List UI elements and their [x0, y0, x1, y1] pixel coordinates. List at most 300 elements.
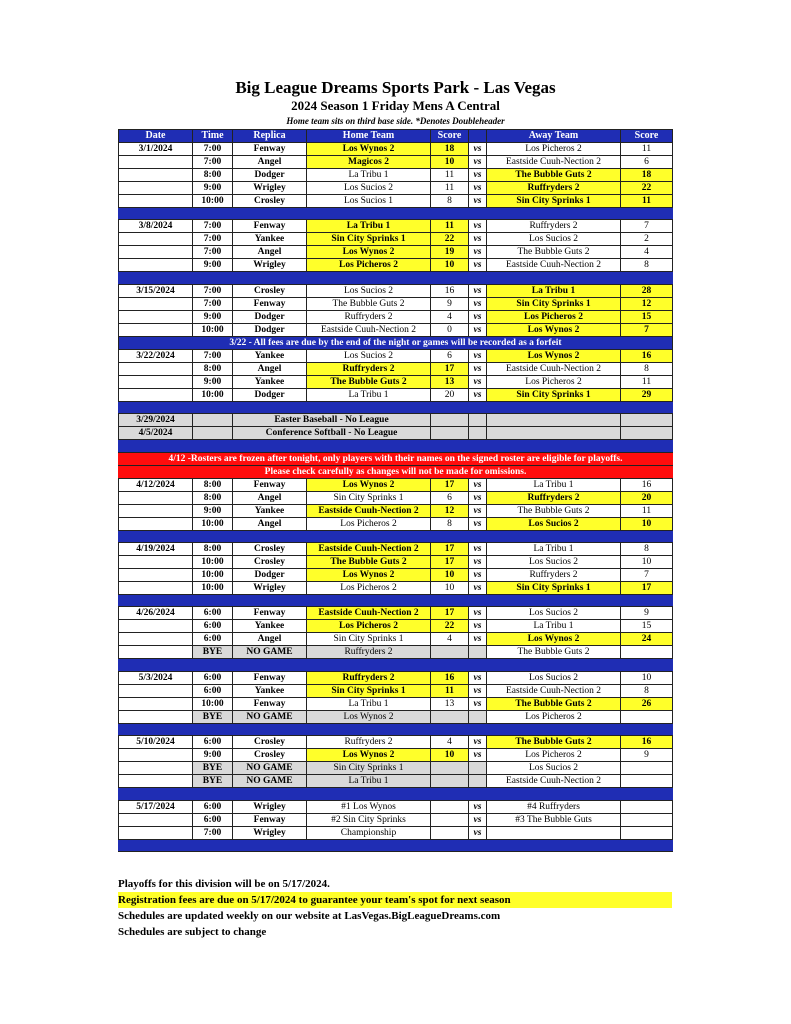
home-score-cell: 4 [431, 310, 469, 323]
home-score-cell: 22 [431, 620, 469, 633]
away-team-cell: Los Picheros 2 [487, 310, 621, 323]
no-league-row [119, 427, 673, 440]
time-cell: 7:00 [193, 349, 233, 362]
game-row [119, 323, 673, 336]
home-team-cell: Los Sucios 2 [307, 349, 431, 362]
date-cell [119, 813, 193, 826]
time-cell: 6:00 [193, 800, 233, 813]
home-team-cell: Los Picheros 2 [307, 582, 431, 595]
away-team-cell [487, 826, 621, 839]
game-row [119, 517, 673, 530]
time-cell: 6:00 [193, 684, 233, 697]
game-row [119, 284, 673, 297]
home-team-cell: The Bubble Guts 2 [307, 297, 431, 310]
home-score-cell [431, 775, 469, 788]
date-cell: 3/29/2024 [119, 414, 193, 427]
home-score-cell [431, 813, 469, 826]
separator-cell [119, 788, 673, 800]
away-score-cell [621, 762, 673, 775]
away-team-cell: Eastside Cuuh-Nection 2 [487, 259, 621, 272]
time-cell: 9:00 [193, 182, 233, 195]
separator-cell [119, 530, 673, 542]
schedule-table [118, 129, 673, 852]
away-team-cell: #3 The Bubble Guts [487, 813, 621, 826]
date-cell: 3/22/2024 [119, 349, 193, 362]
date-cell [119, 633, 193, 646]
vs-cell: vs [469, 582, 487, 595]
away-score-cell: 4 [621, 246, 673, 259]
week-separator-row [119, 530, 673, 542]
away-team-cell: Los Sucios 2 [487, 517, 621, 530]
date-cell: 4/19/2024 [119, 543, 193, 556]
away-team-cell [487, 427, 621, 440]
field-cell: Crosley [233, 736, 307, 749]
home-score-cell: 17 [431, 478, 469, 491]
col-header-home-score: Score [431, 130, 469, 143]
home-score-cell: 20 [431, 388, 469, 401]
game-row [119, 220, 673, 233]
field-cell: Yankee [233, 504, 307, 517]
home-team-cell: La Tribu 1 [307, 697, 431, 710]
time-cell: 7:00 [193, 826, 233, 839]
time-cell: BYE [193, 646, 233, 659]
vs-cell [469, 710, 487, 723]
away-score-cell: 29 [621, 388, 673, 401]
away-score-cell: 24 [621, 633, 673, 646]
game-row [119, 620, 673, 633]
home-team-cell: Los Sucios 1 [307, 195, 431, 208]
vs-cell: vs [469, 633, 487, 646]
away-score-cell: 6 [621, 156, 673, 169]
col-header-time: Time [193, 130, 233, 143]
time-cell: 10:00 [193, 556, 233, 569]
away-score-cell: 26 [621, 697, 673, 710]
away-team-cell: The Bubble Guts 2 [487, 646, 621, 659]
vs-cell: vs [469, 233, 487, 246]
field-cell: Wrigley [233, 259, 307, 272]
home-team-cell: Ruffryders 2 [307, 310, 431, 323]
time-cell: 9:00 [193, 749, 233, 762]
field-cell: Angel [233, 156, 307, 169]
home-score-cell: 0 [431, 323, 469, 336]
away-team-cell: Sin City Sprinks 1 [487, 582, 621, 595]
vs-cell: vs [469, 491, 487, 504]
field-cell: NO GAME [233, 775, 307, 788]
time-cell: 8:00 [193, 543, 233, 556]
home-score-cell: 18 [431, 143, 469, 156]
week-separator-row [119, 440, 673, 452]
time-cell: 10:00 [193, 323, 233, 336]
home-team-cell: Los Picheros 2 [307, 259, 431, 272]
away-score-cell [621, 646, 673, 659]
game-row [119, 697, 673, 710]
game-row [119, 246, 673, 259]
separator-cell [119, 272, 673, 284]
field-cell: Dodger [233, 569, 307, 582]
vs-cell: vs [469, 349, 487, 362]
week-separator-row [119, 272, 673, 284]
home-team-cell: The Bubble Guts 2 [307, 556, 431, 569]
field-cell: Crosley [233, 749, 307, 762]
date-cell [119, 246, 193, 259]
field-cell: Dodger [233, 323, 307, 336]
game-row [119, 349, 673, 362]
field-cell: Crosley [233, 556, 307, 569]
away-score-cell: 11 [621, 504, 673, 517]
home-team-cell: Eastside Cuuh-Nection 2 [307, 607, 431, 620]
time-cell: 10:00 [193, 697, 233, 710]
home-score-cell: 16 [431, 671, 469, 684]
game-row [119, 233, 673, 246]
game-row [119, 143, 673, 156]
vs-cell: vs [469, 813, 487, 826]
vs-cell: vs [469, 684, 487, 697]
page-title: Big League Dreams Sports Park - Las Vegas [235, 78, 556, 97]
home-score-cell: 10 [431, 582, 469, 595]
home-score-cell [431, 762, 469, 775]
away-score-cell: 8 [621, 543, 673, 556]
field-cell: Fenway [233, 813, 307, 826]
home-team-note: Home team sits on third base side. *Denotes Doubleheader [286, 116, 505, 126]
vs-cell: vs [469, 246, 487, 259]
away-team-cell: Los Picheros 2 [487, 143, 621, 156]
bye-row [119, 775, 673, 788]
away-score-cell: 11 [621, 375, 673, 388]
field-cell: Fenway [233, 697, 307, 710]
away-score-cell [621, 775, 673, 788]
field-cell: Fenway [233, 478, 307, 491]
field-cell: Fenway [233, 143, 307, 156]
away-score-cell: 15 [621, 310, 673, 323]
separator-cell [119, 839, 673, 851]
away-score-cell: 9 [621, 607, 673, 620]
away-team-cell: Eastside Cuuh-Nection 2 [487, 684, 621, 697]
away-team-cell: La Tribu 1 [487, 620, 621, 633]
date-cell [119, 362, 193, 375]
date-cell [119, 582, 193, 595]
away-team-cell: The Bubble Guts 2 [487, 169, 621, 182]
game-row [119, 749, 673, 762]
time-cell [193, 427, 233, 440]
no-league-text: Easter Baseball - No League [233, 414, 431, 427]
time-cell: 10:00 [193, 569, 233, 582]
away-score-cell: 20 [621, 491, 673, 504]
home-team-cell: Sin City Sprinks 1 [307, 491, 431, 504]
home-team-cell: Championship [307, 826, 431, 839]
home-team-cell: La Tribu 1 [307, 775, 431, 788]
game-row [119, 259, 673, 272]
field-cell: Angel [233, 491, 307, 504]
time-cell: 9:00 [193, 375, 233, 388]
field-cell: Yankee [233, 375, 307, 388]
field-cell: NO GAME [233, 710, 307, 723]
away-score-cell: 16 [621, 349, 673, 362]
away-team-cell: The Bubble Guts 2 [487, 504, 621, 517]
date-cell [119, 375, 193, 388]
game-row [119, 543, 673, 556]
time-cell: 7:00 [193, 297, 233, 310]
home-score-cell: 10 [431, 156, 469, 169]
home-team-cell: The Bubble Guts 2 [307, 375, 431, 388]
game-row [119, 310, 673, 323]
away-score-cell: 16 [621, 736, 673, 749]
field-cell: Wrigley [233, 182, 307, 195]
vs-cell: vs [469, 697, 487, 710]
away-score-cell [621, 414, 673, 427]
time-cell: 7:00 [193, 143, 233, 156]
field-cell: Fenway [233, 297, 307, 310]
time-cell: 6:00 [193, 633, 233, 646]
home-score-cell [431, 414, 469, 427]
field-cell: Crosley [233, 284, 307, 297]
header-row [119, 130, 673, 143]
col-header-away-score: Score [621, 130, 673, 143]
game-row [119, 800, 673, 813]
separator-cell [119, 659, 673, 671]
col-header-replica: Replica [233, 130, 307, 143]
away-score-cell: 10 [621, 671, 673, 684]
away-team-cell: Eastside Cuuh-Nection 2 [487, 775, 621, 788]
away-score-cell: 2 [621, 233, 673, 246]
vs-cell: vs [469, 671, 487, 684]
home-team-cell: Ruffryders 2 [307, 646, 431, 659]
away-team-cell: Los Sucios 2 [487, 556, 621, 569]
game-row [119, 556, 673, 569]
home-team-cell: La Tribu 1 [307, 220, 431, 233]
field-cell: Crosley [233, 543, 307, 556]
bye-row [119, 762, 673, 775]
vs-cell: vs [469, 220, 487, 233]
date-cell: 4/26/2024 [119, 607, 193, 620]
home-team-cell: Magicos 2 [307, 156, 431, 169]
game-row [119, 491, 673, 504]
date-cell [119, 259, 193, 272]
away-team-cell: The Bubble Guts 2 [487, 736, 621, 749]
vs-cell: vs [469, 388, 487, 401]
date-cell [119, 646, 193, 659]
field-cell: Wrigley [233, 582, 307, 595]
home-score-cell: 11 [431, 220, 469, 233]
away-score-cell [621, 800, 673, 813]
registration-note: Registration fees are due on 5/17/2024 to guarantee your team's spot for next season [118, 892, 672, 908]
home-score-cell: 16 [431, 284, 469, 297]
away-team-cell: Sin City Sprinks 1 [487, 388, 621, 401]
away-team-cell: Los Sucios 2 [487, 233, 621, 246]
vs-cell: vs [469, 620, 487, 633]
away-score-cell: 16 [621, 478, 673, 491]
vs-cell: vs [469, 736, 487, 749]
away-score-cell: 11 [621, 143, 673, 156]
home-team-cell: Los Picheros 2 [307, 517, 431, 530]
vs-cell: vs [469, 156, 487, 169]
home-score-cell: 10 [431, 259, 469, 272]
time-cell: 10:00 [193, 517, 233, 530]
vs-cell: vs [469, 504, 487, 517]
roster-notice-text: Please check carefully as changes will not be made for omissions. [119, 465, 673, 478]
home-team-cell: Los Wynos 2 [307, 143, 431, 156]
separator-cell [119, 208, 673, 220]
vs-cell [469, 762, 487, 775]
date-cell [119, 310, 193, 323]
page-subtitle: 2024 Season 1 Friday Mens A Central [291, 98, 500, 113]
field-cell: Yankee [233, 233, 307, 246]
time-cell: 6:00 [193, 671, 233, 684]
home-score-cell: 11 [431, 182, 469, 195]
game-row [119, 582, 673, 595]
date-cell [119, 826, 193, 839]
field-cell: Yankee [233, 620, 307, 633]
date-cell [119, 504, 193, 517]
away-team-cell: The Bubble Guts 2 [487, 246, 621, 259]
away-team-cell: Los Sucios 2 [487, 671, 621, 684]
vs-cell: vs [469, 297, 487, 310]
date-cell [119, 491, 193, 504]
week-separator-row [119, 401, 673, 413]
field-cell: Yankee [233, 349, 307, 362]
time-cell: BYE [193, 762, 233, 775]
date-cell: 3/15/2024 [119, 284, 193, 297]
game-row [119, 607, 673, 620]
home-score-cell: 4 [431, 736, 469, 749]
home-team-cell: La Tribu 1 [307, 169, 431, 182]
home-score-cell: 17 [431, 607, 469, 620]
home-team-cell: La Tribu 1 [307, 388, 431, 401]
time-cell: 6:00 [193, 736, 233, 749]
away-team-cell: #4 Ruffryders [487, 800, 621, 813]
website-note: Schedules are updated weekly on our website at LasVegas.BigLeagueDreams.com [118, 910, 501, 922]
vs-cell [469, 775, 487, 788]
date-cell [119, 749, 193, 762]
home-score-cell: 4 [431, 633, 469, 646]
col-header-away-team: Away Team [487, 130, 621, 143]
home-score-cell: 10 [431, 569, 469, 582]
away-team-cell: La Tribu 1 [487, 543, 621, 556]
away-team-cell: Los Wynos 2 [487, 323, 621, 336]
field-cell: Angel [233, 633, 307, 646]
field-cell: Wrigley [233, 800, 307, 813]
away-score-cell: 12 [621, 297, 673, 310]
fee-notice-text: 3/22 - All fees are due by the end of the night or games will be recorded as a forfeit [119, 336, 673, 349]
no-league-text: Conference Softball - No League [233, 427, 431, 440]
time-cell: 8:00 [193, 169, 233, 182]
home-score-cell: 11 [431, 684, 469, 697]
home-team-cell: Los Sucios 2 [307, 182, 431, 195]
away-score-cell: 10 [621, 517, 673, 530]
roster-notice-row [119, 465, 673, 478]
away-score-cell [621, 427, 673, 440]
separator-cell [119, 401, 673, 413]
home-score-cell: 17 [431, 543, 469, 556]
home-score-cell: 6 [431, 349, 469, 362]
time-cell: 7:00 [193, 233, 233, 246]
game-row [119, 169, 673, 182]
home-team-cell: Eastside Cuuh-Nection 2 [307, 323, 431, 336]
vs-cell: vs [469, 556, 487, 569]
game-row [119, 684, 673, 697]
date-cell: 5/3/2024 [119, 671, 193, 684]
time-cell: 10:00 [193, 582, 233, 595]
time-cell: 8:00 [193, 491, 233, 504]
date-cell [119, 775, 193, 788]
field-cell: Dodger [233, 388, 307, 401]
home-team-cell: Los Wynos 2 [307, 710, 431, 723]
home-score-cell: 13 [431, 375, 469, 388]
date-cell [119, 156, 193, 169]
home-team-cell: Ruffryders 2 [307, 671, 431, 684]
vs-cell: vs [469, 800, 487, 813]
away-team-cell: Ruffryders 2 [487, 569, 621, 582]
vs-cell: vs [469, 607, 487, 620]
week-separator-row [119, 839, 673, 851]
vs-cell: vs [469, 310, 487, 323]
away-team-cell: Los Sucios 2 [487, 607, 621, 620]
vs-cell: vs [469, 143, 487, 156]
away-score-cell [621, 710, 673, 723]
away-team-cell: La Tribu 1 [487, 284, 621, 297]
away-team-cell: Los Picheros 2 [487, 749, 621, 762]
away-score-cell: 17 [621, 582, 673, 595]
home-score-cell: 8 [431, 517, 469, 530]
away-score-cell [621, 826, 673, 839]
no-league-row [119, 414, 673, 427]
vs-cell: vs [469, 259, 487, 272]
home-score-cell [431, 826, 469, 839]
vs-cell: vs [469, 323, 487, 336]
away-score-cell: 10 [621, 556, 673, 569]
game-row [119, 375, 673, 388]
home-score-cell: 8 [431, 195, 469, 208]
away-score-cell: 9 [621, 749, 673, 762]
time-cell: 10:00 [193, 388, 233, 401]
home-score-cell: 6 [431, 491, 469, 504]
away-team-cell: Los Sucios 2 [487, 762, 621, 775]
field-cell: Fenway [233, 220, 307, 233]
vs-cell [469, 427, 487, 440]
home-score-cell [431, 800, 469, 813]
field-cell: Crosley [233, 195, 307, 208]
game-row [119, 813, 673, 826]
time-cell: 8:00 [193, 362, 233, 375]
field-cell: Dodger [233, 310, 307, 323]
vs-cell: vs [469, 182, 487, 195]
time-cell: BYE [193, 710, 233, 723]
week-separator-row [119, 788, 673, 800]
schedule-body [119, 143, 673, 852]
roster-notice-row [119, 452, 673, 465]
away-score-cell: 28 [621, 284, 673, 297]
field-cell: Angel [233, 362, 307, 375]
field-cell: Fenway [233, 607, 307, 620]
away-team-cell: Ruffryders 2 [487, 220, 621, 233]
home-score-cell: 13 [431, 697, 469, 710]
away-team-cell: Los Wynos 2 [487, 349, 621, 362]
date-cell [119, 169, 193, 182]
vs-cell: vs [469, 749, 487, 762]
date-cell [119, 762, 193, 775]
col-header-home-team: Home Team [307, 130, 431, 143]
date-cell [119, 323, 193, 336]
away-score-cell: 7 [621, 323, 673, 336]
field-cell: Dodger [233, 169, 307, 182]
home-score-cell [431, 710, 469, 723]
away-team-cell: Ruffryders 2 [487, 182, 621, 195]
field-cell: Angel [233, 246, 307, 259]
home-team-cell: Los Wynos 2 [307, 478, 431, 491]
date-cell [119, 684, 193, 697]
time-cell: 9:00 [193, 310, 233, 323]
game-row [119, 736, 673, 749]
home-team-cell: Sin City Sprinks 1 [307, 684, 431, 697]
